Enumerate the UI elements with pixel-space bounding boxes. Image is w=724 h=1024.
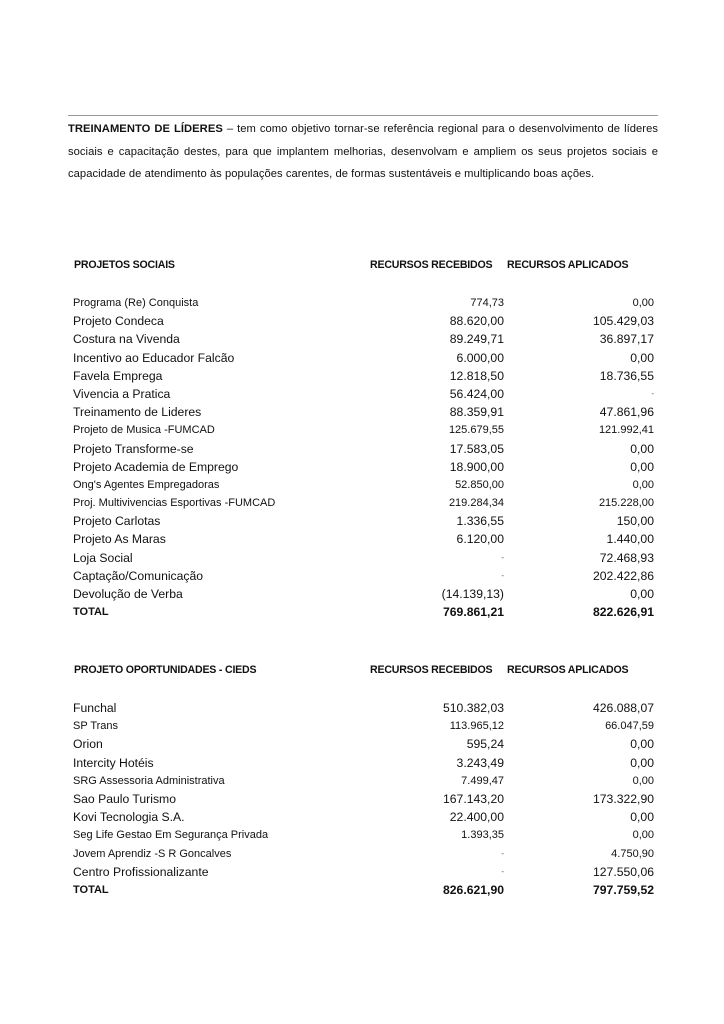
- row-name: SP Trans: [73, 720, 119, 733]
- row-recebidos: 6.000,00: [456, 350, 504, 365]
- total-row: [72, 603, 658, 621]
- row-recebidos: -: [501, 866, 504, 876]
- row-name: Projeto Academia de Emprego: [73, 459, 239, 474]
- table-row: [72, 754, 658, 772]
- row-aplicados: 173.322,90: [593, 791, 654, 806]
- table-row: [72, 294, 658, 312]
- row-aplicados: 0,00: [630, 459, 654, 474]
- row-aplicados: 0,00: [630, 587, 654, 601]
- row-aplicados: 105.429,03: [593, 314, 654, 329]
- table-row: [72, 549, 658, 567]
- row-recebidos: 510.382,03: [443, 701, 504, 715]
- row-name: Favela Emprega: [73, 368, 163, 383]
- row-recebidos: -: [501, 848, 504, 858]
- table-row: [72, 530, 658, 548]
- row-name: Projeto de Musica -FUMCAD: [73, 424, 215, 437]
- total-row: [72, 881, 658, 899]
- total-aplicados: 822.626,91: [593, 605, 654, 620]
- intro-lead: TREINAMENTO DE LÍDERES: [68, 123, 223, 135]
- row-aplicados: 0,00: [632, 297, 654, 309]
- column-header-aplicados: RECURSOS APLICADOS: [507, 664, 629, 676]
- row-aplicados: 0,00: [630, 441, 654, 456]
- row-name: Jovem Aprendiz -S R Goncalves: [73, 847, 232, 860]
- row-recebidos: 6.120,00: [456, 532, 504, 547]
- table-row: [72, 735, 658, 753]
- row-recebidos: 595,24: [466, 737, 504, 752]
- table-row: [72, 330, 658, 348]
- table-body: [72, 294, 658, 621]
- row-recebidos: 7.499,47: [461, 774, 504, 787]
- row-aplicados: 426.088,07: [593, 701, 654, 715]
- row-recebidos: 12.818,50: [449, 368, 504, 383]
- table-row: [72, 808, 658, 826]
- row-recebidos: 52.850,00: [455, 478, 504, 491]
- total-aplicados: 797.759,52: [593, 882, 654, 897]
- table-row: [72, 476, 658, 494]
- row-name: Projeto Carlotas: [73, 514, 161, 529]
- row-recebidos: 18.900,00: [449, 459, 504, 474]
- intro-text: – tem como objetivo tornar-se referência regional para o desenvolvimento de líderes sociais e capacitação destes, para que implantem melhorias, desenvolvam e ampliem os seus projetos sociais e capacidade de atendimento às populações carentes, de formas sustentáveis e multiplicando boas ações.: [68, 123, 658, 180]
- row-recebidos: (14.139,13): [441, 587, 504, 601]
- row-recebidos: 1.393,35: [461, 829, 504, 842]
- total-recebidos: 826.621,90: [443, 882, 504, 897]
- total-recebidos: 769.861,21: [443, 605, 504, 620]
- row-recebidos: 774,73: [470, 297, 504, 309]
- row-aplicados: 121.992,41: [598, 424, 654, 437]
- table-row: [72, 717, 658, 735]
- table-row: [72, 845, 658, 863]
- row-recebidos: 22.400,00: [449, 810, 504, 825]
- row-aplicados: 18.736,55: [599, 368, 654, 383]
- row-aplicados: 215.228,00: [598, 497, 654, 510]
- row-aplicados: 0,00: [632, 774, 654, 787]
- row-name: Proj. Multivivencias Esportivas -FUMCAD: [73, 497, 276, 510]
- row-recebidos: 88.359,91: [449, 405, 504, 420]
- row-recebidos: -: [501, 570, 504, 580]
- table-row: [72, 699, 658, 717]
- row-name: Projeto Condeca: [73, 314, 164, 329]
- row-aplicados: 4.750,90: [611, 847, 654, 860]
- row-aplicados: 72.468,93: [599, 550, 654, 565]
- row-aplicados: 47.861,96: [599, 405, 654, 420]
- table-row: [72, 772, 658, 790]
- projetos-sociais-table: [72, 259, 658, 620]
- row-aplicados: 0,00: [630, 350, 654, 365]
- row-name: Sao Paulo Turismo: [73, 791, 176, 806]
- row-recebidos: 17.583,05: [449, 441, 504, 456]
- row-aplicados: 202.422,86: [593, 568, 654, 583]
- table-header: [72, 259, 658, 277]
- table-row: [72, 421, 658, 439]
- row-name: Projeto Transforme-se: [73, 441, 194, 456]
- row-aplicados: 127.550,06: [593, 864, 654, 879]
- row-name: Centro Profissionalizante: [73, 864, 209, 879]
- top-rule: [68, 115, 658, 116]
- intro-paragraph: [68, 118, 658, 186]
- row-name: Devolução de Verba: [73, 587, 183, 601]
- row-aplicados: 0,00: [630, 755, 654, 770]
- row-recebidos: 113.965,12: [449, 720, 504, 733]
- row-name: Treinamento de Lideres: [73, 405, 202, 420]
- table-row: [72, 312, 658, 330]
- row-recebidos: 219.284,34: [448, 497, 504, 510]
- row-name: SRG Assessoria Administrativa: [73, 774, 225, 787]
- table-row: [72, 349, 658, 367]
- column-header-recebidos: RECURSOS RECEBIDOS: [370, 664, 493, 676]
- table-row: [72, 494, 658, 512]
- row-name: Intercity Hotéis: [73, 755, 154, 770]
- table-row: [72, 440, 658, 458]
- projeto-oportunidades-table: [72, 664, 658, 897]
- row-recebidos: 89.249,71: [449, 332, 504, 347]
- table-row: [72, 367, 658, 385]
- row-recebidos: 167.143,20: [443, 791, 504, 806]
- row-name: Incentivo ao Educador Falcão: [73, 350, 235, 365]
- row-aplicados: 0,00: [630, 737, 654, 752]
- table-body: [72, 699, 658, 899]
- row-recebidos: -: [501, 552, 504, 562]
- column-header-name: PROJETO OPORTUNIDADES - CIEDS: [74, 664, 257, 676]
- table-row: [72, 567, 658, 585]
- column-header-name: PROJETOS SOCIAIS: [74, 259, 175, 271]
- row-aplicados: 0,00: [632, 478, 654, 491]
- row-aplicados: 36.897,17: [599, 332, 654, 347]
- row-recebidos: 1.336,55: [456, 514, 504, 529]
- table-row: [72, 585, 658, 603]
- row-name: Programa (Re) Conquista: [73, 297, 199, 309]
- row-name: Captação/Comunicação: [73, 568, 204, 583]
- row-name: Ong's Agentes Empregadoras: [73, 478, 220, 491]
- table-row: [72, 512, 658, 530]
- row-recebidos: 3.243,49: [456, 755, 504, 770]
- total-label: TOTAL: [73, 606, 109, 619]
- row-aplicados: 0,00: [632, 829, 654, 842]
- row-name: Funchal: [73, 701, 117, 715]
- row-name: Orion: [73, 737, 103, 752]
- row-name: Seg Life Gestao Em Segurança Privada: [73, 829, 269, 842]
- row-name: Loja Social: [73, 550, 133, 565]
- table-row: [72, 826, 658, 844]
- total-label: TOTAL: [73, 883, 109, 896]
- table-header: [72, 664, 658, 682]
- row-aplicados: 66.047,59: [605, 720, 654, 733]
- column-header-aplicados: RECURSOS APLICADOS: [507, 259, 629, 271]
- row-recebidos: 88.620,00: [449, 314, 504, 329]
- row-name: Vivencia a Pratica: [73, 386, 171, 401]
- row-aplicados: 1.440,00: [606, 532, 654, 547]
- column-header-recebidos: RECURSOS RECEBIDOS: [370, 259, 493, 271]
- row-aplicados: 0,00: [630, 810, 654, 825]
- table-row: [72, 385, 658, 403]
- row-recebidos: 56.424,00: [449, 386, 504, 401]
- table-row: [72, 790, 658, 808]
- row-name: Costura na Vivenda: [73, 332, 180, 347]
- row-aplicados: 150,00: [616, 514, 654, 529]
- row-recebidos: 125.679,55: [448, 424, 504, 437]
- row-aplicados: -: [651, 388, 654, 398]
- table-row: [72, 458, 658, 476]
- row-name: Kovi Tecnologia S.A.: [73, 810, 185, 825]
- table-row: [72, 863, 658, 881]
- row-name: Projeto As Maras: [73, 532, 166, 547]
- table-row: [72, 403, 658, 421]
